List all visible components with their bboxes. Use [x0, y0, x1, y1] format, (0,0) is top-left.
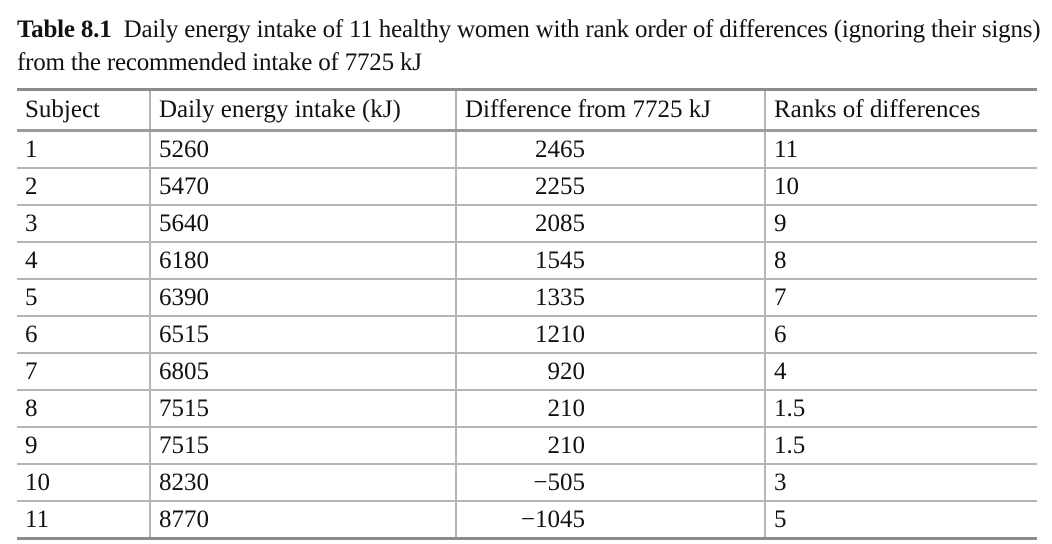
difference-value: 1545 [535, 246, 585, 274]
table-row [17, 279, 1037, 316]
cell-energy-intake: 8770 [150, 501, 456, 539]
difference-value: 210 [547, 431, 585, 459]
cell-rank: 11 [765, 131, 1037, 169]
cell-subject: 9 [17, 427, 150, 464]
cell-energy-intake: 7515 [150, 390, 456, 427]
difference-value: 2255 [535, 172, 585, 200]
cell-energy-intake: 6180 [150, 242, 456, 279]
difference-value: −505 [533, 468, 585, 496]
cell-rank: 9 [765, 205, 1037, 242]
cell-rank: 6 [765, 316, 1037, 353]
cell-energy-intake: 6805 [150, 353, 456, 390]
table-row [17, 501, 1037, 539]
table-body [17, 131, 1037, 539]
cell-difference [456, 316, 765, 353]
table-label: Table 8.1 [17, 16, 112, 43]
cell-subject: 5 [17, 279, 150, 316]
cell-rank: 8 [765, 242, 1037, 279]
table-row [17, 464, 1037, 501]
difference-value: 1335 [535, 283, 585, 311]
table-row [17, 390, 1037, 427]
table-row [17, 316, 1037, 353]
cell-rank: 10 [765, 168, 1037, 205]
cell-rank: 4 [765, 353, 1037, 390]
cell-difference [456, 279, 765, 316]
cell-subject: 7 [17, 353, 150, 390]
cell-energy-intake: 6390 [150, 279, 456, 316]
cell-energy-intake: 5640 [150, 205, 456, 242]
difference-value: 1210 [535, 320, 585, 348]
cell-difference [456, 131, 765, 169]
cell-rank: 1.5 [765, 427, 1037, 464]
cell-subject: 3 [17, 205, 150, 242]
cell-difference [456, 464, 765, 501]
energy-intake-table [17, 88, 1037, 540]
header-row [17, 90, 1037, 131]
table-caption-text: Daily energy intake of 11 healthy women with rank order of differences (ignoring their signs) from the recommended intake of 7725 kJ [17, 16, 1041, 76]
difference-value: 210 [547, 394, 585, 422]
table-row [17, 131, 1037, 169]
cell-subject: 2 [17, 168, 150, 205]
difference-value: −1045 [520, 505, 585, 533]
header-subject: Subject [17, 90, 150, 131]
cell-energy-intake: 5260 [150, 131, 456, 169]
cell-difference [456, 501, 765, 539]
cell-difference [456, 427, 765, 464]
cell-subject: 4 [17, 242, 150, 279]
difference-value: 920 [547, 357, 585, 385]
header-difference: Difference from 7725 kJ [456, 90, 765, 131]
cell-subject: 10 [17, 464, 150, 501]
table-caption [17, 13, 1047, 79]
cell-difference [456, 242, 765, 279]
table-row [17, 353, 1037, 390]
cell-rank: 3 [765, 464, 1037, 501]
cell-subject: 11 [17, 501, 150, 539]
cell-rank: 7 [765, 279, 1037, 316]
cell-subject: 1 [17, 131, 150, 169]
cell-energy-intake: 6515 [150, 316, 456, 353]
cell-subject: 8 [17, 390, 150, 427]
cell-subject: 6 [17, 316, 150, 353]
difference-value: 2465 [535, 135, 585, 163]
table-row [17, 242, 1037, 279]
cell-energy-intake: 7515 [150, 427, 456, 464]
cell-rank: 1.5 [765, 390, 1037, 427]
table-row [17, 205, 1037, 242]
table-row [17, 427, 1037, 464]
header-ranks: Ranks of differences [765, 90, 1037, 131]
cell-difference [456, 390, 765, 427]
cell-energy-intake: 8230 [150, 464, 456, 501]
cell-rank: 5 [765, 501, 1037, 539]
difference-value: 2085 [535, 209, 585, 237]
table-row [17, 168, 1037, 205]
cell-difference [456, 353, 765, 390]
cell-difference [456, 168, 765, 205]
cell-difference [456, 205, 765, 242]
header-daily-energy-intake: Daily energy intake (kJ) [150, 90, 456, 131]
cell-energy-intake: 5470 [150, 168, 456, 205]
